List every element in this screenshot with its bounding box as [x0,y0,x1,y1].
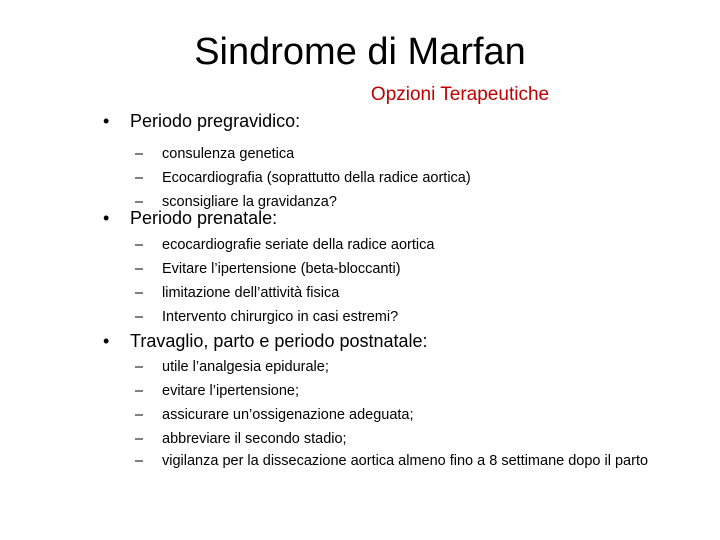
dash: – [135,359,144,375]
list-item-text: ecocardiografie seriate della radice aortica [162,237,435,253]
list-item-text: Intervento chirurgico in casi estremi? [162,309,399,325]
list-item-text: sconsigliare la gravidanza? [162,194,337,210]
slide-subtitle: Opzioni Terapeutiche [370,84,550,105]
section-prenatale [0,205,720,329]
list-item-text: consulenza genetica [162,146,295,162]
dash: – [135,383,144,399]
list-item-text: limitazione dell’attività fisica [162,285,340,301]
list-item [0,305,720,329]
sub-list [0,355,720,472]
dash: – [135,261,144,277]
dash: – [135,407,144,423]
dash: – [135,309,144,325]
list-item-text: Evitare l’ipertensione (beta-bloccanti) [162,261,401,277]
section-travaglio [0,328,720,472]
list-item [0,257,720,281]
dash: – [135,285,144,301]
dash: – [135,170,144,186]
list-item [0,142,720,166]
section-label: Travaglio, parto e periodo postnatale: [130,331,428,351]
dash: – [135,146,144,162]
bullet: • [103,331,110,351]
list-item-text: Ecocardiografia (soprattutto della radice aortica) [162,170,471,186]
list-item-text: vigilanza per la dissecazione aortica almeno fino a 8 settimane dopo il parto [162,453,649,469]
list-item [0,233,720,257]
list-item [0,355,720,379]
dash: – [135,194,144,210]
list-item [0,403,720,427]
slide-title: Sindrome di Marfan [194,31,526,73]
sub-list [0,142,720,214]
list-item-text: abbreviare il secondo stadio; [162,431,347,447]
bullet: • [103,111,110,131]
list-item [0,427,720,451]
dash: – [135,431,144,447]
list-item [0,166,720,190]
dash: – [135,237,144,253]
section-label: Periodo prenatale: [130,208,278,228]
list-item-text: evitare l’ipertensione; [162,383,300,399]
list-item [0,451,720,472]
list-item [0,281,720,305]
dash: – [135,453,144,469]
bullet: • [103,208,110,228]
list-item [0,379,720,403]
list-item-text: utile l’analgesia epidurale; [162,359,329,375]
list-item-text: assicurare un’ossigenazione adeguata; [162,407,414,423]
section-pregravidico [0,108,720,214]
section-label: Periodo pregravidico: [130,111,301,131]
sub-list [0,233,720,329]
